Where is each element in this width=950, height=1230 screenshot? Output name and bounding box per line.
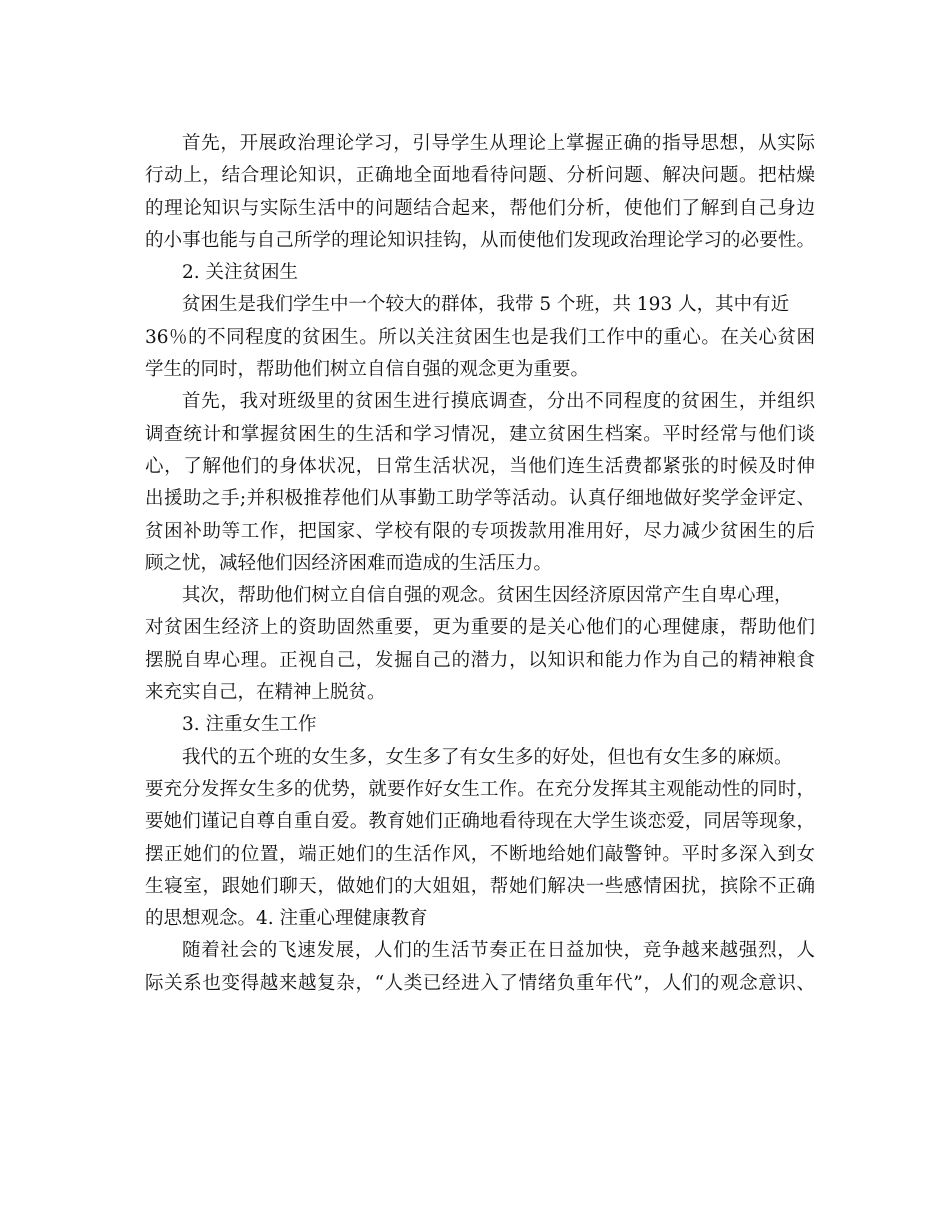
text-line: 学生的同时，帮助他们树立自信自强的观念更为重要。 (145, 359, 590, 381)
text-line: 的思想观念。4. 注重心理健康教育 (145, 908, 428, 930)
text-line: 的小事也能与自己所学的理论知识挂钩，从而使他们发现政治理论学习的必要性。 (145, 229, 815, 251)
text-line: 贫困生是我们学生中一个较大的群体，我带 5 个班，共 193 人，其中有近 (182, 294, 790, 316)
text-line: 其次，帮助他们树立自信自强的观念。贫困生因经济原因常产生自卑心理， (182, 585, 793, 607)
text-line: 出援助之手;并积极推荐他们从事勤工助学等活动。认真仔细地做好奖学金评定、 (145, 488, 815, 510)
text-line: 生寝室，跟她们聊天，做她们的大姐姐，帮她们解决一些感情困扰，摈除不正确 (145, 875, 815, 897)
text-line: 行动上，结合理论知识，正确地全面地看待问题、分析问题、解决问题。把枯燥 (145, 165, 815, 187)
text-line: 贫困补助等工作，把国家、学校有限的专项拨款用准用好，尽力减少贫困生的后 (145, 520, 815, 542)
text-line: 要充分发挥女生多的优势，就要作好女生工作。在充分发挥其主观能动性的同时， (145, 778, 815, 800)
text-line: 心，了解他们的身体状况，日常生活状况，当他们连生活费都紧张的时候及时伸 (145, 455, 815, 477)
text-line: 首先，我对班级里的贫困生进行摸底调查，分出不同程度的贫困生，并组织 (182, 391, 815, 413)
text-line: 要她们谨记自尊自重自爱。教育她们正确地看待现在大学生谈恋爱，同居等现象， (145, 811, 815, 833)
text-line: 际关系也变得越来越复杂，“人类已经进入了情绪负重年代”，人们的观念意识、 (145, 972, 815, 994)
text-line: 对贫困生经济上的资助固然重要，更为重要的是关心他们的心理健康，帮助他们 (145, 617, 815, 639)
text-line: 顾之忧，减轻他们因经济困难而造成的生活压力。 (145, 552, 553, 574)
text-line: 摆正她们的位置，端正她们的生活作风，不断地给她们敲警钟。平时多深入到女 (145, 843, 815, 865)
text-line: 摆脱自卑心理。正视自己，发掘自己的潜力，以知识和能力作为自己的精神粮食 (145, 649, 815, 671)
text-line: 来充实自己，在精神上脱贫。 (145, 682, 386, 704)
text-line: 我代的五个班的女生多，女生多了有女生多的好处，但也有女生多的麻烦。 (182, 746, 793, 768)
document-body (145, 128, 815, 1000)
text-line: 3. 注重女生工作 (182, 714, 317, 736)
text-line: 2. 关注贫困生 (182, 262, 299, 284)
text-line: 调查统计和掌握贫困生的生活和学习情况，建立贫困生档案。平时经常与他们谈 (145, 423, 815, 445)
text-line: 的理论知识与实际生活中的问题结合起来，帮他们分析，使他们了解到自己身边 (145, 197, 815, 219)
text-line: 36％的不同程度的贫困生。所以关注贫困生也是我们工作中的重心。在关心贫困 (145, 326, 815, 348)
text-line: 随着社会的飞速发展，人们的生活节奏正在日益加快，竞争越来越强烈，人 (182, 940, 815, 962)
text-line: 首先，开展政治理论学习，引导学生从理论上掌握正确的指导思想，从实际 (182, 133, 815, 154)
